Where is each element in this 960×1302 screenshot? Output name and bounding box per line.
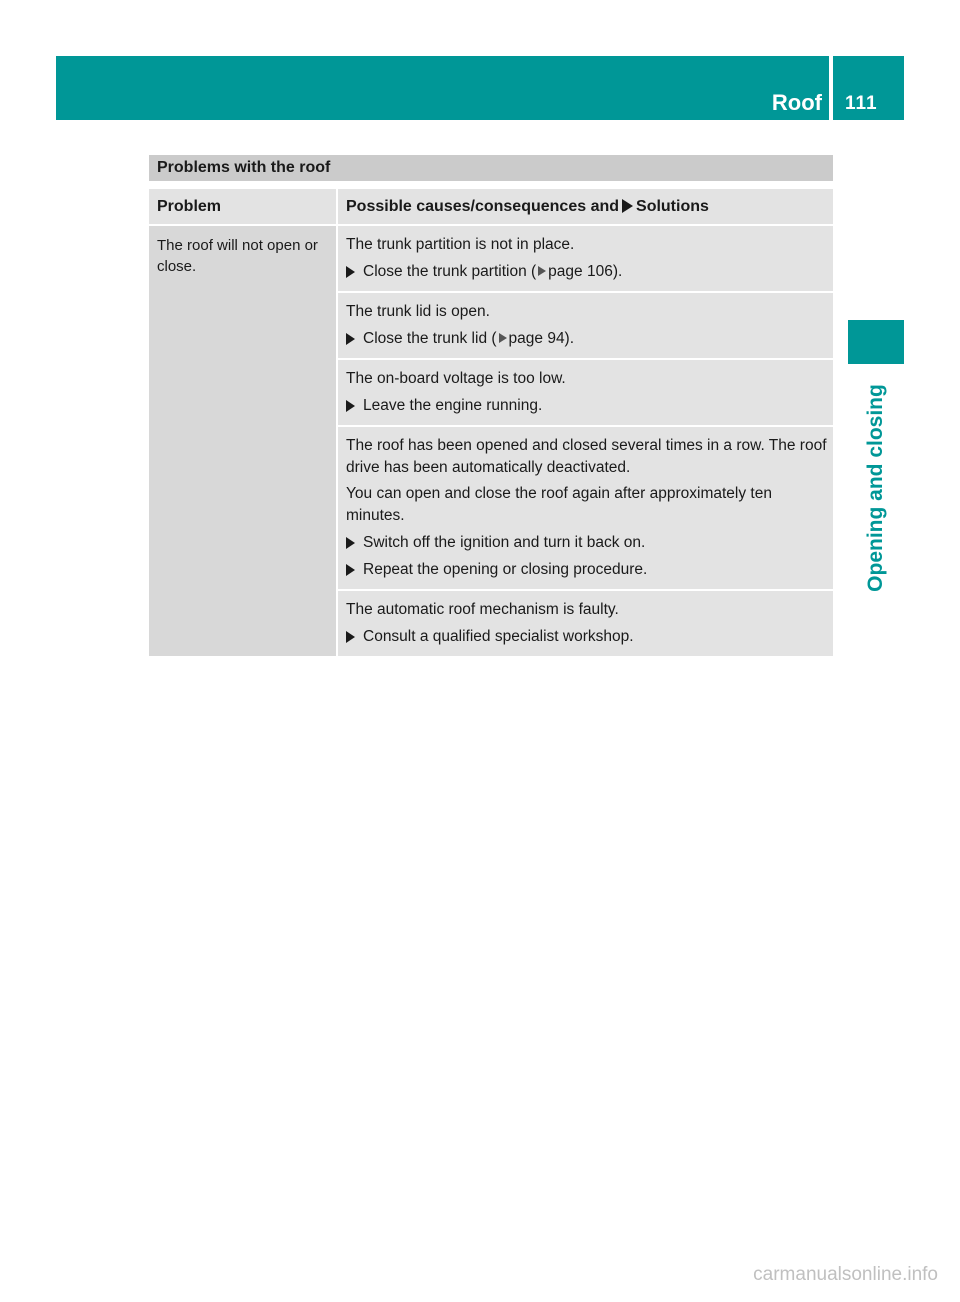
column-header-solutions-prefix: Possible causes/consequences and (346, 198, 620, 215)
cause-text-secondary: You can open and close the roof again after approximately ten minutes. (346, 485, 772, 524)
causes-column (336, 226, 833, 656)
side-tab-marker (848, 320, 904, 364)
cause-block (338, 358, 833, 425)
header-divider (829, 56, 833, 120)
solution-step (346, 626, 827, 648)
problems-table (149, 155, 833, 656)
column-header-solutions (336, 189, 833, 224)
step-text: Consult a qualified specialist workshop. (363, 628, 634, 645)
cause-block (338, 291, 833, 358)
side-tab-label: Opening and closing (864, 384, 887, 592)
cause-block (338, 589, 833, 656)
page-number: 111 (845, 93, 878, 114)
step-text: Leave the engine running. (363, 397, 543, 414)
cause-text: The roof has been opened and closed several times in a row. The roof drive has been automatically deactivated. (346, 437, 827, 476)
table-header-row (149, 189, 833, 224)
cause-text: The trunk partition is not in place. (346, 236, 575, 253)
page-reference-link[interactable]: page 94). (508, 330, 575, 347)
step-arrow-icon (346, 333, 355, 345)
column-header-problem: Problem (157, 198, 222, 215)
cause-text: The automatic roof mechanism is faulty. (346, 601, 619, 618)
cause-block (338, 425, 833, 589)
page-reference-icon (538, 266, 546, 276)
solution-step (346, 395, 827, 417)
table-body (149, 226, 833, 656)
column-header-solutions-suffix: Solutions (636, 198, 709, 215)
solution-step (346, 532, 827, 554)
step-text: Switch off the ignition and turn it back on. (363, 534, 646, 551)
step-arrow-icon (346, 631, 355, 643)
step-text: Close the trunk lid ( (363, 330, 497, 347)
header-section-title: Roof (771, 90, 822, 115)
watermark: carmanualsonline.info (753, 1264, 938, 1285)
solution-step (346, 559, 827, 581)
page-reference-link[interactable]: page 106). (548, 263, 623, 280)
solution-step (346, 328, 827, 350)
solution-arrow-icon (622, 199, 633, 213)
step-text: Close the trunk partition ( (363, 263, 537, 280)
step-arrow-icon (346, 266, 355, 278)
step-arrow-icon (346, 537, 355, 549)
step-arrow-icon (346, 400, 355, 412)
table-title: Problems with the roof (149, 155, 833, 181)
cause-text: The on-board voltage is too low. (346, 370, 566, 387)
cause-text: The trunk lid is open. (346, 303, 490, 320)
page-reference-icon (499, 333, 507, 343)
cause-block (338, 226, 833, 291)
problem-cell: The roof will not open or close. (149, 226, 336, 656)
solution-step (346, 261, 827, 283)
step-text: Repeat the opening or closing procedure. (363, 561, 648, 578)
step-arrow-icon (346, 564, 355, 576)
